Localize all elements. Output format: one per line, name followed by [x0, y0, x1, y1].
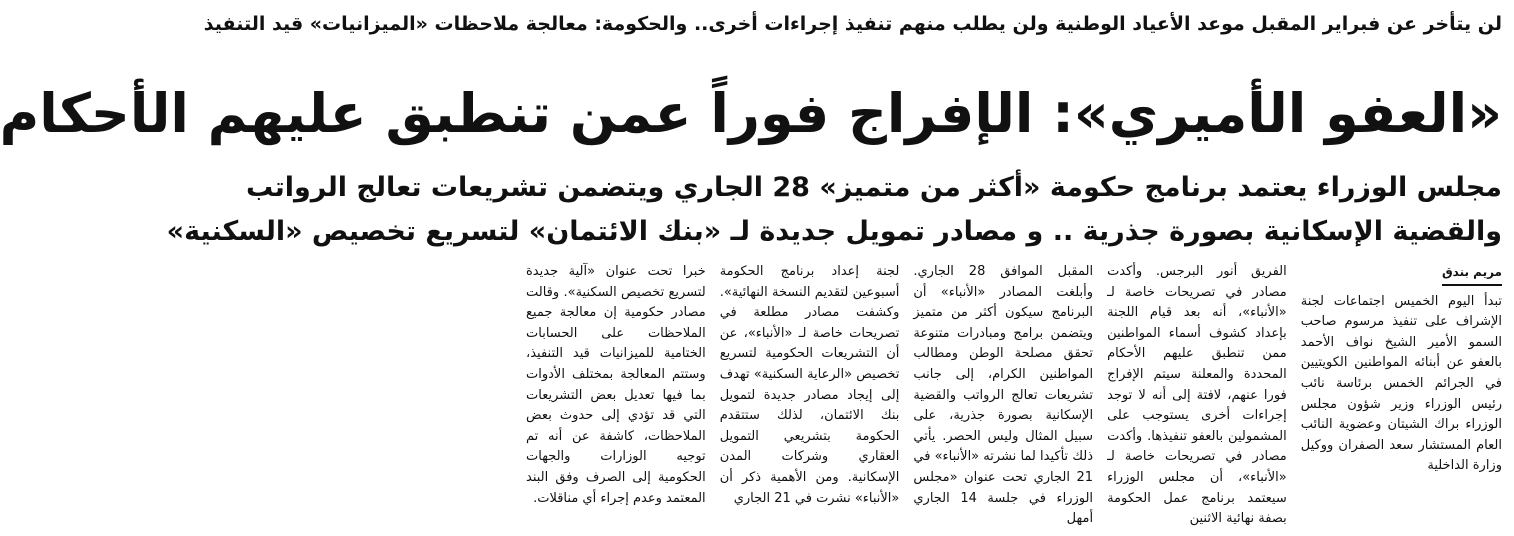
subheadline-line-2: والقضية الإسكانية بصورة جذرية .. و مصادر تمويل جديدة لـ «بنك الائتمان» لتسريع تخصيص «السكنية» [166, 216, 1502, 247]
article-column-5 [526, 262, 706, 532]
article-column-2 [1107, 262, 1287, 532]
article-body [526, 262, 1502, 532]
article-column-1 [1301, 262, 1502, 532]
subheadline-line-1: مجلس الوزراء يعتمد برنامج حكومة «أكثر من متميز» 28 الجاري ويتضمن تشريعات تعالج الرواتب [246, 172, 1502, 203]
column-text: المقبل الموافق 28 الجاري. وأبلغت المصادر «الأنباء» أن البرنامج سيكون أكثر من متميز ويتضمن برامج ومبادرات متنوعة تحقق مصلحة الوطن ومطالب المواطنين الكرام، إلى جانب تشريعات تعالج الرواتب والقضية الإسكانية بصورة جذرية، على سبيل المثال وليس الحصر. يأتي ذلك تأكيدا لما نشرته «الأنباء» في 21 الجاري تحت عنوان «مجلس الوزراء في جلسة 14 الجاري أمهل [913, 264, 1094, 527]
main-headline: «العفو الأميري»: الإفراج فوراً عمن تنطبق عليهم الأحكام [0, 82, 1502, 145]
column-text: خبرا تحت عنوان «آلية جديدة لتسريع تخصيص السكنية». وقالت مصادر حكومية إن معالجة جميع الملاحظات على الحسابات الختامية للميزانيات قيد التنفيذ، وستتم المعالجة بمختلف الأدوات بما فيها تعديل بعض التشريعات التي قد تؤدي إلى حدوث بعض الملاحظات، كاشفة عن أنه تم توجيه الوزارات والجهات الحكومية إلى الصرف وفق البند المعتمد وعدم إجراء أي مناقلات. [526, 264, 706, 506]
column-text: تبدأ اليوم الخميس اجتماعات لجنة الإشراف على تنفيذ مرسوم صاحب السمو الأمير الشيخ نواف الأحمد بالعفو عن أبنائه المواطنين الكويتيين في الجرائم الخمس برئاسة نائب رئيس الوزراء وزير شؤون مجلس الوزراء براك الشيتان وعضوية النائب العام المستشار سعد الصفران ووكيل وزارة الداخلية [1300, 293, 1502, 474]
article-column-4 [720, 262, 900, 532]
column-text: الفريق أنور البرجس. وأكدت مصادر في تصريحات خاصة لـ «الأنباء»، أنه بعد قيام اللجنة بإعداد كشوف أسماء المواطنين ممن تنطبق عليهم الأحكام المحددة والمعلنة سيتم الإفراج فورا عنهم، لافتة إلى أنه لا توجد إجراءات أخرى يستوجب على المشمولين بالعفو تنفيذها. وأكدت مصادر في تصريحات خاصة لـ «الأنباء»، أن مجلس الوزراء سيعتمد برنامج عمل الحكومة بصفة نهائية الاثنين [1107, 264, 1287, 527]
article-column-3 [913, 262, 1093, 532]
byline: مريم بندق [1442, 262, 1502, 286]
kicker-headline: لن يتأخر عن فبراير المقبل موعد الأعياد الوطنية ولن يطلب منهم تنفيذ إجراءات أخرى.. والحكومة: معالجة ملاحظات «الميزانيات» قيد التنفيذ [203, 13, 1502, 35]
column-text: لجنة إعداد برنامج الحكومة أسبوعين لتقديم النسخة النهائية». وكشفت مصادر مطلعة في تصريحات خاصة لـ «الأنباء»، عن أن التشريعات الحكومية لتسريع تخصيص «الرعاية السكنية» تهدف إلى إيجاد مصادر جديدة لتمويل بنك الائتمان، لذلك ستتقدم الحكومة بتشريعي التمويل العقاري وشركات المدن الإسكانية. ومن الأهمية ذكر أن «الأنباء» نشرت في 21 الجاري [719, 264, 900, 506]
